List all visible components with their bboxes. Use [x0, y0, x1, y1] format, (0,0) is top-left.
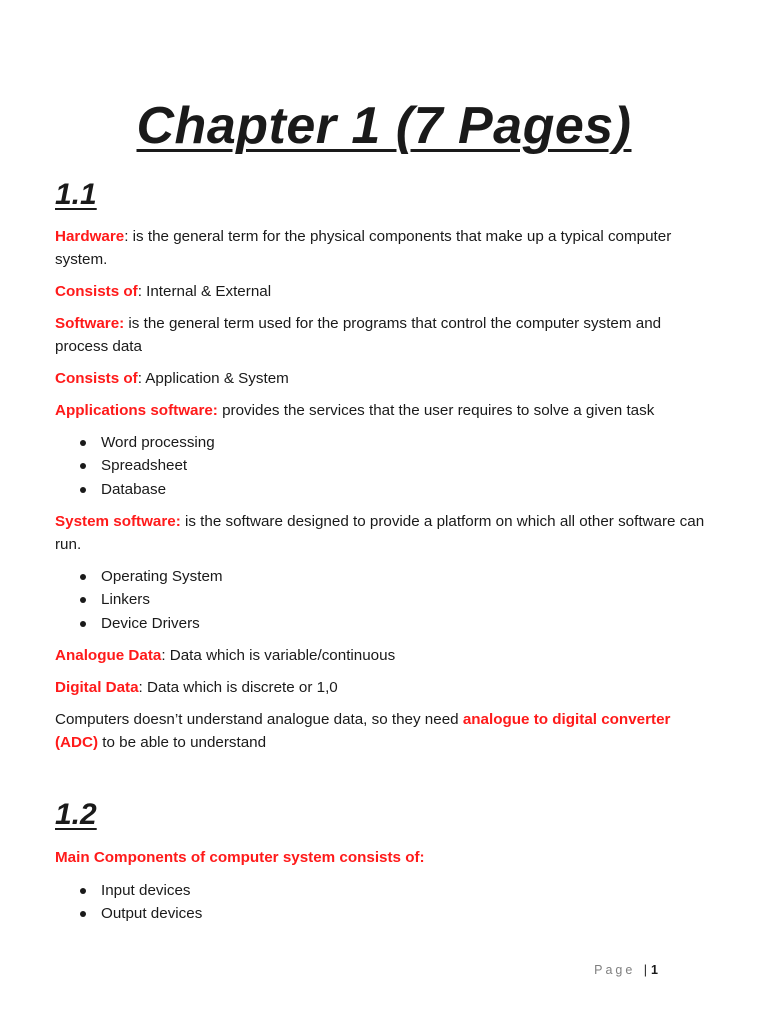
adc-explanation	[55, 708, 715, 754]
hardware-consists-text: : Internal & External	[137, 283, 272, 300]
system-software-definition	[55, 510, 715, 556]
list-item-label: Database	[101, 480, 167, 498]
list-item	[55, 431, 215, 454]
section-heading-1-2: 1.2	[55, 798, 97, 831]
bullet-icon	[80, 621, 86, 627]
list-item	[55, 454, 215, 477]
bullet-icon	[80, 911, 86, 917]
applications-software-list	[55, 431, 215, 501]
hardware-text: : is the general term for the physical components that make up a typical computer system.	[55, 228, 672, 268]
list-item-label: Device Drivers	[101, 614, 200, 632]
digital-data-text: : Data which is discrete or 1,0	[138, 679, 338, 696]
list-item	[55, 612, 223, 635]
software-consists-text: : Application & System	[137, 370, 289, 387]
page-number: 1	[651, 963, 658, 977]
hardware-consists-term: Consists of	[55, 283, 138, 300]
system-software-text: is the software designed to provide a platform on which all other software can run.	[55, 513, 705, 553]
software-definition	[55, 312, 715, 358]
software-text: is the general term used for the programs that control the computer system and process data	[55, 315, 662, 355]
list-item	[55, 879, 202, 902]
hardware-consists	[55, 280, 715, 303]
list-item	[55, 478, 215, 501]
applications-software-definition	[55, 399, 715, 422]
bullet-icon	[80, 574, 86, 580]
main-components-heading	[55, 846, 715, 869]
hardware-definition	[55, 225, 715, 271]
list-item-label: Output devices	[101, 905, 203, 923]
software-consists-term: Consists of	[55, 370, 138, 387]
bullet-icon	[80, 440, 86, 446]
main-components-term: Main Components of computer system consists of:	[55, 849, 425, 866]
applications-software-term: Applications software:	[55, 402, 218, 419]
list-item-label: Operating System	[101, 568, 223, 585]
page-separator: |	[643, 963, 648, 977]
list-item-label: Word processing	[101, 434, 215, 451]
analogue-data-term: Analogue Data	[55, 647, 162, 664]
digital-data-term: Digital Data	[55, 679, 139, 696]
bullet-icon	[80, 487, 86, 493]
list-item	[55, 565, 223, 588]
main-components-list	[55, 879, 202, 926]
section-heading-1-1: 1.1	[55, 178, 97, 211]
software-consists	[55, 367, 715, 390]
bullet-icon	[80, 597, 86, 603]
adc-term: analogue to digital converter (ADC)	[55, 711, 671, 751]
system-software-list	[55, 565, 223, 635]
software-term: Software:	[55, 315, 125, 332]
digital-data-definition	[55, 676, 715, 699]
list-item-label: Linkers	[101, 591, 150, 609]
hardware-term: Hardware	[55, 228, 125, 245]
bullet-icon	[80, 888, 86, 894]
list-item-label: Input devices	[101, 882, 191, 899]
list-item	[55, 902, 202, 925]
list-item-label: Spreadsheet	[101, 457, 188, 475]
analogue-data-definition	[55, 644, 715, 667]
adc-text-after: to be able to understand	[98, 734, 267, 751]
adc-text-before: Computers doesn’t understand analogue data, so they need	[55, 711, 463, 728]
system-software-term: System software:	[55, 513, 181, 530]
list-item	[55, 588, 223, 611]
page-footer	[594, 963, 658, 977]
chapter-title: Chapter 1 (7 Pages)	[136, 97, 632, 155]
applications-software-text: provides the services that the user requires to solve a given task	[217, 402, 655, 419]
analogue-data-text: : Data which is variable/continuous	[161, 647, 396, 664]
page-label: Page	[594, 963, 636, 977]
bullet-icon	[80, 463, 86, 469]
